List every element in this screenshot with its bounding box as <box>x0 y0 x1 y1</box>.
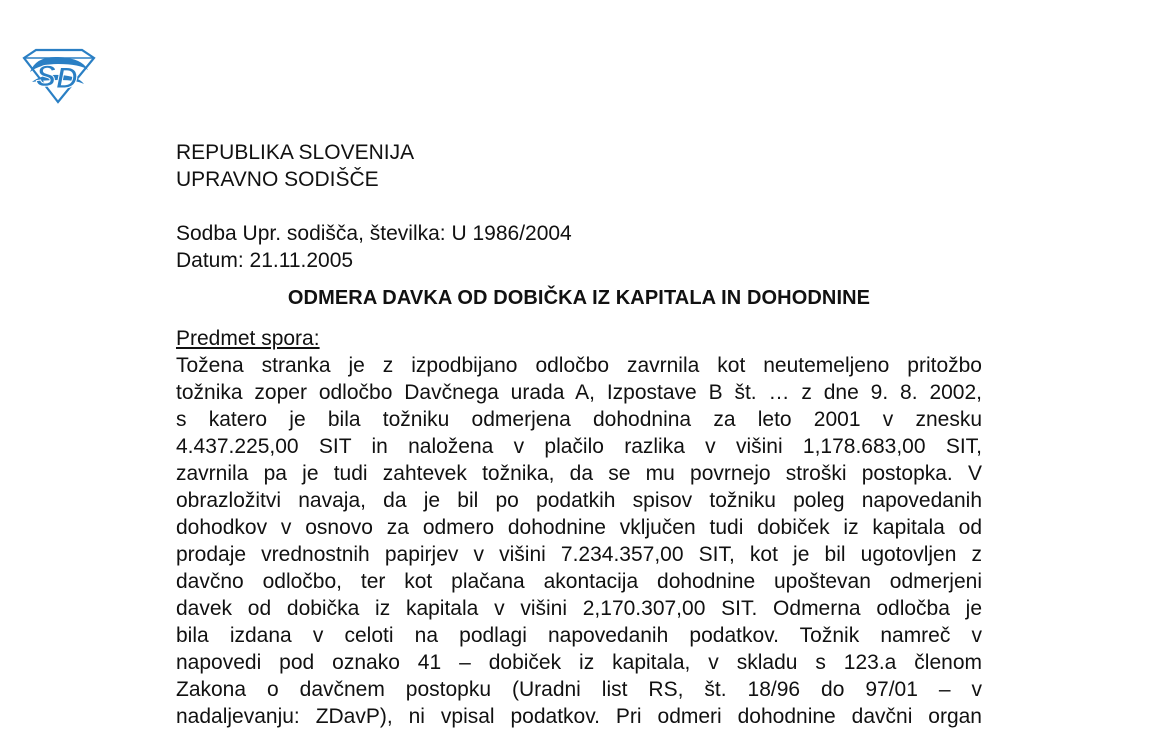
body-line: s katero je bila tožniku odmerjena dohodnina za leto 2001 v znesku <box>176 408 982 431</box>
body-line: davčno odločbo, ter kot plačana akontacija dohodnine upoštevan odmerjeni <box>176 570 982 593</box>
case-date: Datum: 21.11.2005 <box>176 249 354 272</box>
body-line: bila izdana v celoti na podlagi napovedanih podatkov. Tožnik namreč v <box>176 624 982 647</box>
body-line: 4.437.225,00 SIT in naložena v plačilo razlika v višini 1,178.683,00 SIT, <box>176 435 982 458</box>
body-line: tožnika zoper odločbo Davčnega urada A, Izpostave B št. … z dne 9. 8. 2002, <box>176 381 982 404</box>
body-line: obrazložitvi navaja, da je bil po podatkih spisov tožniku poleg napovedanih <box>176 489 982 512</box>
country-heading: REPUBLIKA SLOVENIJA <box>176 141 415 164</box>
body-line: prodaje vrednostnih papirjev v višini 7.234.357,00 SIT, kot je bil ugotovljen z <box>176 543 982 566</box>
logo-lettering-d: D <box>56 62 78 95</box>
case-reference: Sodba Upr. sodišča, številka: U 1986/2004 <box>176 222 572 245</box>
body-line: Zakona o davčnem postopku (Uradni list RS, št. 18/96 do 97/01 – v <box>176 678 982 701</box>
court-heading: UPRAVNO SODIŠČE <box>176 168 379 191</box>
logo-lettering: S <box>36 60 57 93</box>
body-line: napovedi pod oznako 41 – dobiček iz kapitala, v skladu s 123.a členom <box>176 651 982 674</box>
body-line: zavrnila pa je tudi zahtevek tožnika, da se mu povrnejo stroški postopka. V <box>176 462 982 485</box>
body-line: nadaljevanju: ZDavP), ni vpisal podatkov. Pri odmeri dohodnine davčni organ <box>176 705 982 728</box>
body-line: davek od dobička iz kapitala v višini 2,170.307,00 SIT. Odmerna odločba je <box>176 597 982 620</box>
body-line: dohodkov v osnovo za odmero dohodnine vključen tudi dobiček iz kapitala od <box>176 516 982 539</box>
document-page <box>176 139 982 730</box>
document-title: ODMERA DAVKA OD DOBIČKA IZ KAPITALA IN DOHODNINE <box>287 287 871 309</box>
spacer <box>176 193 982 220</box>
subject-heading: Predmet spora: <box>176 327 320 350</box>
body-line: Tožena stranka je z izpodbijano odločbo zavrnila kot neutemeljeno pritožbo <box>176 354 982 377</box>
sd-court-logo-icon <box>22 48 96 106</box>
